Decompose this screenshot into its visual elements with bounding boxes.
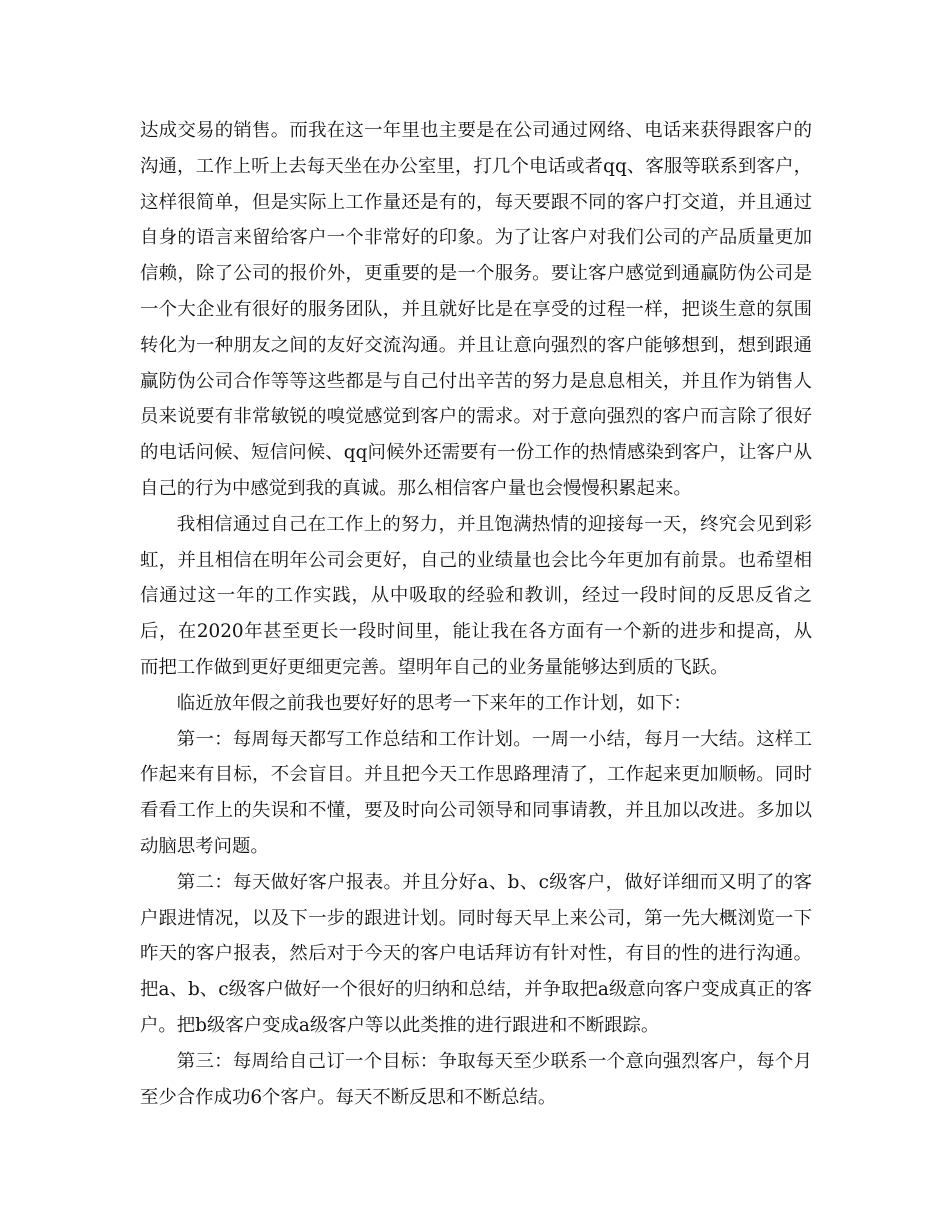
paragraph-3: 临近放年假之前我也要好好的思考一下来年的工作计划，如下：: [176, 692, 692, 714]
paragraph-2: 我相信通过自己在工作上的努力，并且饱满热情的迎接每一天，终究会见到彩虹，并且相信在明年公司会更好，自己的业绩量也会比今年更加有前景。也希望相信通过这一年的工作实践，从中吸取的经验和教训，经过一段时间的反思反省之后，在2020年甚至更长一段时间里，能让我在各方面有一个新的进步和提高，从而把工作做到更好更细更完善。望明年自己的业务量能够达到质的飞跃。: [140, 513, 812, 678]
paragraph-4: 第一：每周每天都写工作总结和工作计划。一周一小结，每月一大结。这样工作起来有目标，不会盲目。并且把今天工作思路理清了，工作起来更加顺畅。同时看看工作上的失误和不懂，要及时向公司领导和同事请教，并且加以改进。多加以动脑思考问题。: [140, 728, 812, 857]
document-body: [140, 113, 812, 1115]
paragraph-1: 达成交易的销售。而我在这一年里也主要是在公司通过网络、电话来获得跟客户的沟通，工作上听上去每天坐在办公室里，打几个电话或者qq、客服等联系到客户，这样很简单，但是实际上工作量还是有的，每天要跟不同的客户打交道，并且通过自身的语言来留给客户一个非常好的印象。为了让客户对我们公司的产品质量更加信赖，除了公司的报价外，更重要的是一个服务。要让客户感觉到通赢防伪公司是一个大企业有很好的服务团队，并且就好比是在享受的过程一样，把谈生意的氛围转化为一种朋友之间的友好交流沟通。并且让意向强烈的客户能够想到，想到跟通赢防伪公司合作等等这些都是与自己付出辛苦的努力是息息相关，并且作为销售人员来说要有非常敏锐的嗅觉感觉到客户的需求。对于意向强烈的客户而言除了很好的电话问候、短信问候、qq问候外还需要有一份工作的热情感染到客户，让客户从自己的行为中感觉到我的真诚。那么相信客户量也会慢慢积累起来。: [140, 120, 812, 499]
paragraph-6: 第三：每周给自己订一个目标：争取每天至少联系一个意向强烈客户，每个月至少合作成功6个客户。每天不断反思和不断总结。: [140, 1050, 812, 1108]
paragraph-5: 第二：每天做好客户报表。并且分好a、b、c级客户，做好详细而又明了的客户跟进情况，以及下一步的跟进计划。同时每天早上来公司，第一先大概浏览一下昨天的客户报表，然后对于今天的客户电话拜访有针对性，有目的性的进行沟通。把a、b、c级客户做好一个很好的归纳和总结，并争取把a级意向客户变成真正的客户。把b级客户变成a级客户等以此类推的进行跟进和不断跟踪。: [140, 871, 812, 1036]
